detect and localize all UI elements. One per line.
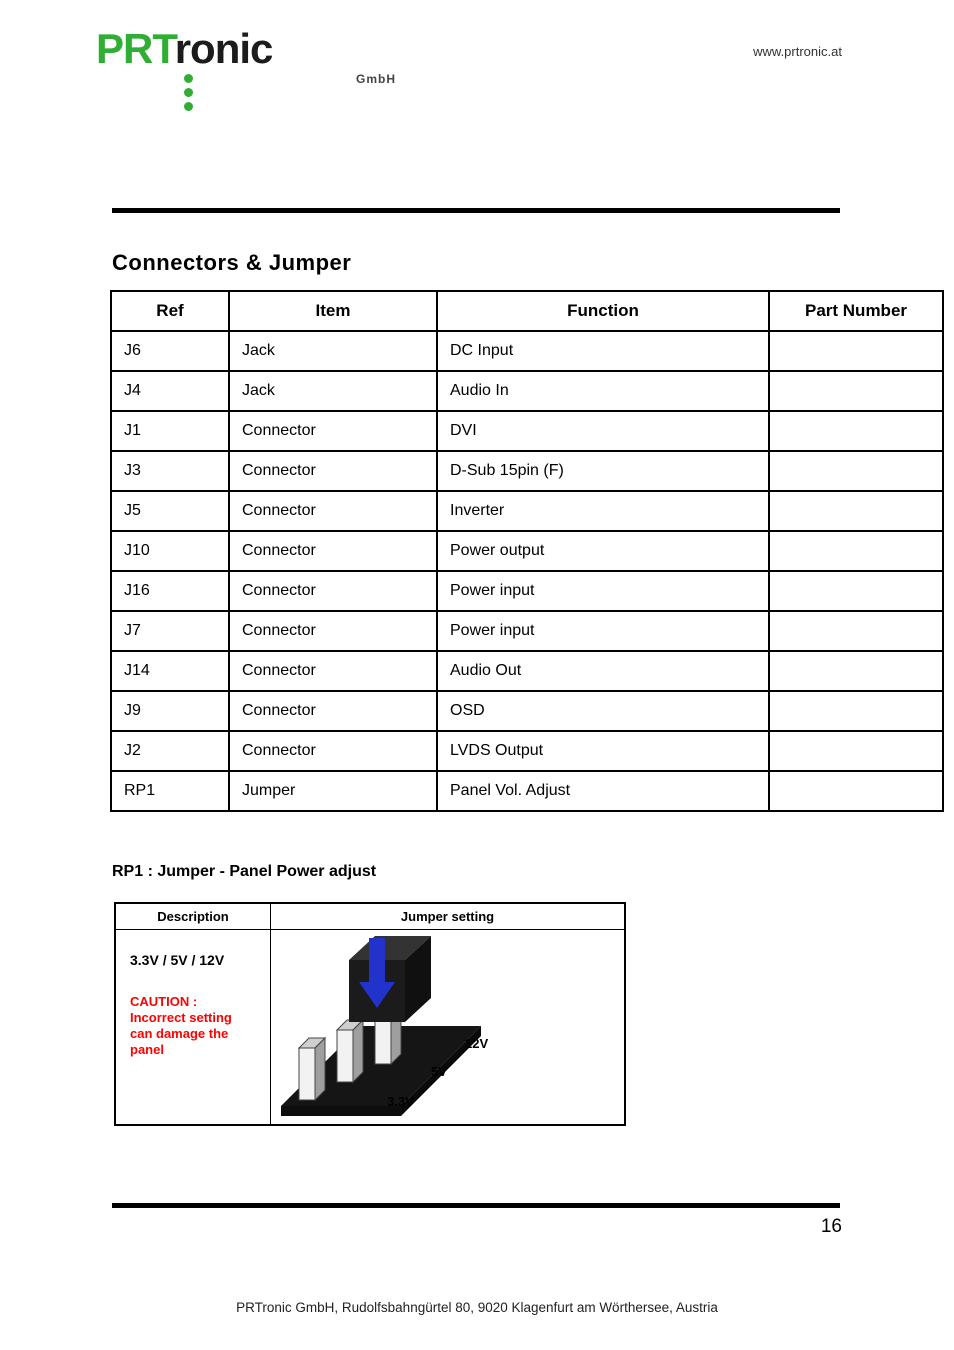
cell-item: Connector bbox=[229, 571, 437, 611]
connectors-table bbox=[110, 290, 944, 812]
column-header-part-number: Part Number bbox=[769, 291, 943, 331]
cell-item: Connector bbox=[229, 531, 437, 571]
svg-text:5V: 5V bbox=[431, 1064, 447, 1079]
page-title: Connectors & Jumper bbox=[112, 250, 352, 275]
cell-item: Connector bbox=[229, 611, 437, 651]
cell-item: Jack bbox=[229, 371, 437, 411]
column-header-item: Item bbox=[229, 291, 437, 331]
cell-function: D-Sub 15pin (F) bbox=[437, 451, 769, 491]
table-row bbox=[111, 691, 943, 731]
cell-item: Connector bbox=[229, 731, 437, 771]
table-row bbox=[111, 571, 943, 611]
caution-label: CAUTION : bbox=[130, 994, 198, 1009]
jumper-column-header-setting: Jumper setting bbox=[400, 909, 495, 924]
column-header-function: Function bbox=[437, 291, 769, 331]
logo-subtext: GmbH bbox=[356, 72, 396, 86]
header-divider bbox=[112, 208, 840, 213]
cell-part bbox=[769, 731, 943, 771]
table-row bbox=[111, 411, 943, 451]
footer-company-line: PRTronic GmbH, Rudolfsbahngürtel 80, 9020 Klagenfurt am Wörthersee, Austria bbox=[236, 1300, 718, 1315]
logo-text-ronic: ronic bbox=[174, 25, 273, 72]
cell-item: Connector bbox=[229, 411, 437, 451]
cell-ref: J1 bbox=[111, 411, 229, 451]
table-row bbox=[111, 331, 943, 371]
cell-function: Power output bbox=[437, 531, 769, 571]
footer-divider bbox=[112, 1203, 840, 1208]
table-row bbox=[111, 491, 943, 531]
cell-item: Jack bbox=[229, 331, 437, 371]
cell-function: Panel Vol. Adjust bbox=[437, 771, 769, 811]
jumper-diagram-icon bbox=[271, 930, 626, 1126]
cell-item: Connector bbox=[229, 691, 437, 731]
website-url: www.prtronic.at bbox=[753, 44, 842, 59]
cell-item: Connector bbox=[229, 491, 437, 531]
cell-function: OSD bbox=[437, 691, 769, 731]
cell-part bbox=[769, 411, 943, 451]
logo-text-t: T bbox=[152, 25, 175, 72]
logo-wordmark bbox=[96, 26, 396, 72]
jumper-section-title: RP1 : Jumper - Panel Power adjust bbox=[112, 863, 377, 880]
cell-ref: RP1 bbox=[111, 771, 229, 811]
cell-part bbox=[769, 451, 943, 491]
cell-part bbox=[769, 611, 943, 651]
cell-function: Audio In bbox=[437, 371, 769, 411]
cell-part bbox=[769, 771, 943, 811]
cell-ref: J16 bbox=[111, 571, 229, 611]
cell-ref: J9 bbox=[111, 691, 229, 731]
cell-function: Power input bbox=[437, 571, 769, 611]
cell-function: DVI bbox=[437, 411, 769, 451]
svg-text:12V: 12V bbox=[465, 1036, 489, 1051]
cell-part bbox=[769, 571, 943, 611]
cell-part bbox=[769, 531, 943, 571]
page-number: 16 bbox=[820, 1216, 842, 1237]
logo-text-pr: PR bbox=[96, 25, 153, 72]
jumper-diagram-cell bbox=[271, 930, 624, 1124]
column-header-ref: Ref bbox=[111, 291, 229, 331]
cell-item: Connector bbox=[229, 451, 437, 491]
jumper-description-cell bbox=[116, 930, 271, 1124]
cell-part bbox=[769, 651, 943, 691]
caution-note bbox=[130, 994, 258, 1058]
cell-function: LVDS Output bbox=[437, 731, 769, 771]
cell-part bbox=[769, 491, 943, 531]
cell-ref: J2 bbox=[111, 731, 229, 771]
jumper-table-header bbox=[116, 904, 624, 930]
cell-ref: J7 bbox=[111, 611, 229, 651]
caution-text: Incorrect setting can damage the panel bbox=[130, 1010, 232, 1057]
table-row bbox=[111, 371, 943, 411]
page-header bbox=[0, 18, 954, 108]
cell-part bbox=[769, 691, 943, 731]
cell-function: Power input bbox=[437, 611, 769, 651]
logo-dots-icon bbox=[184, 74, 194, 116]
cell-part bbox=[769, 331, 943, 371]
table-row bbox=[111, 531, 943, 571]
cell-ref: J6 bbox=[111, 331, 229, 371]
cell-ref: J4 bbox=[111, 371, 229, 411]
jumper-setting-table bbox=[114, 902, 626, 1126]
table-row bbox=[111, 611, 943, 651]
jumper-voltage-options: 3.3V / 5V / 12V bbox=[130, 952, 225, 968]
svg-text:3.3V: 3.3V bbox=[387, 1094, 414, 1109]
cell-ref: J3 bbox=[111, 451, 229, 491]
cell-function: Audio Out bbox=[437, 651, 769, 691]
cell-ref: J14 bbox=[111, 651, 229, 691]
cell-item: Connector bbox=[229, 651, 437, 691]
jumper-column-header-description: Description bbox=[116, 904, 271, 929]
table-row bbox=[111, 451, 943, 491]
cell-item: Jumper bbox=[229, 771, 437, 811]
cell-ref: J5 bbox=[111, 491, 229, 531]
cell-part bbox=[769, 371, 943, 411]
table-header-row bbox=[111, 291, 943, 331]
table-row bbox=[111, 651, 943, 691]
company-logo bbox=[96, 26, 396, 106]
cell-ref: J10 bbox=[111, 531, 229, 571]
table-row bbox=[111, 771, 943, 811]
table-row bbox=[111, 731, 943, 771]
cell-function: DC Input bbox=[437, 331, 769, 371]
cell-function: Inverter bbox=[437, 491, 769, 531]
